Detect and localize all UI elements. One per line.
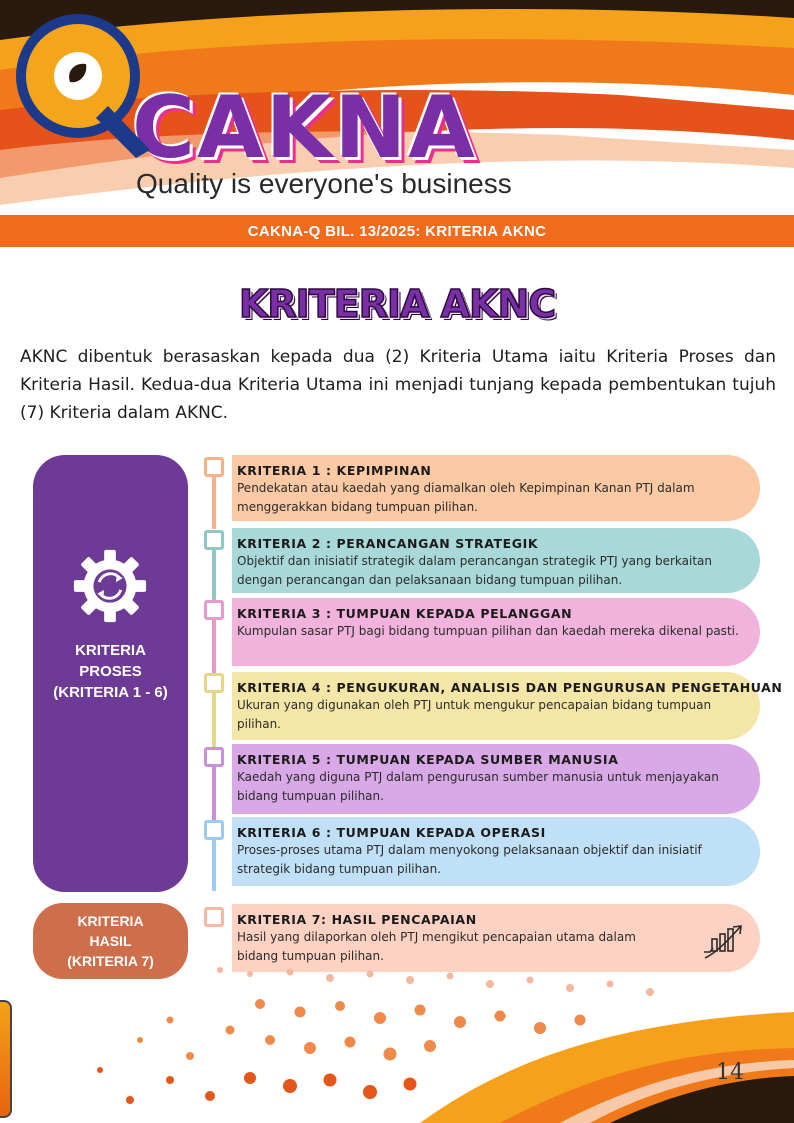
criteria-timeline [200, 455, 783, 985]
criteria-desc: Ukuran yang digunakan oleh PTJ untuk mengukur pencapaian bidang tumpuan pilihan. [237, 698, 712, 731]
criteria-title: KRITERIA 6 : TUMPUAN KEPADA OPERASI [237, 825, 546, 840]
timeline-marker-4 [204, 673, 224, 693]
hasil-label-line1: KRITERIA [77, 913, 144, 929]
criteria-card-1 [232, 455, 760, 521]
timeline-line-5 [212, 765, 216, 827]
footer-decoration [0, 960, 794, 1123]
criteria-card-6 [232, 817, 760, 886]
criteria-desc: Pendekatan atau kaedah yang diamalkan oleh Kepimpinan Kanan PTJ dalam menggerakkan bidang tumpuan pilihan. [237, 481, 695, 514]
timeline-line-4 [212, 693, 216, 751]
timeline-marker-6 [204, 820, 224, 840]
header-banner [0, 0, 794, 215]
left-edge-tab [0, 1000, 12, 1118]
timeline-marker-7 [204, 907, 224, 927]
growth-chart-icon [702, 921, 746, 961]
criteria-title: KRITERIA 5 : TUMPUAN KEPADA SUMBER MANUSIA [237, 752, 619, 767]
hasil-label-line2: HASIL [89, 933, 132, 949]
footer-swoosh-decoration [0, 960, 794, 1123]
proses-label [33, 640, 188, 703]
page-number: 14 [716, 1060, 744, 1085]
gear-cycle-icon [71, 547, 149, 625]
hasil-label-line3: (KRITERIA 7) [67, 953, 154, 969]
criteria-card-3 [232, 598, 760, 666]
proses-label-line3: (KRITERIA 1 - 6) [53, 684, 168, 701]
timeline-marker-3 [204, 600, 224, 620]
criteria-title: KRITERIA 2 : PERANCANGAN STRATEGIK [237, 536, 539, 551]
timeline-marker-1 [204, 457, 224, 477]
criteria-desc: Objektif dan inisiatif strategik dalam perancangan strategik PTJ yang berkaitan dengan perancangan dan pelaksanaan bidang tumpuan pilihan. [237, 554, 713, 587]
criteria-title: KRITERIA 1 : KEPIMPINAN [237, 463, 432, 478]
criteria-desc: Kumpulan sasar PTJ bagi bidang tumpuan pilihan dan kaedah mereka dikenal pasti. [237, 624, 739, 638]
criteria-title: KRITERIA 7: HASIL PENCAPAIAN [237, 912, 477, 927]
criteria-desc: Hasil yang dilaporkan oleh PTJ mengikut pencapaian utama dalam bidang tumpuan pilihan. [237, 930, 636, 963]
criteria-desc: Proses-proses utama PTJ dalam menyokong pelaksanaan objektif dan inisiatif strategik bidang tumpuan pilihan. [237, 843, 702, 876]
tagline: Quality is everyone's business [136, 168, 512, 199]
intro-paragraph: AKNC dibentuk berasaskan kepada dua (2) Kriteria Utama iaitu Kriteria Proses dan Kriteria Hasil. Kedua-dua Kriteria Utama ini menjadi tunjang kepada pembentukan tujuh (7) Kriteria dalam AKNC. [20, 347, 776, 423]
logo-wordmark: CAKNA [132, 78, 477, 178]
issue-bar: CAKNA-Q BIL. 13/2025: KRITERIA AKNC [0, 215, 794, 247]
timeline-line-6 [212, 839, 216, 891]
timeline-line-3 [212, 619, 216, 679]
criteria-card-4 [232, 672, 783, 740]
timeline-marker-5 [204, 747, 224, 767]
timeline-line-2 [212, 547, 216, 603]
criteria-title: KRITERIA 3 : TUMPUAN KEPADA PELANGGAN [237, 606, 573, 621]
timeline-marker-2 [204, 530, 224, 550]
proses-label-line1: KRITERIA [75, 642, 146, 659]
proses-label-line2: PROSES [79, 663, 142, 680]
criteria-title: KRITERIA 4 : PENGUKURAN, ANALISIS DAN PENGURUSAN PENGETAHUAN [237, 680, 783, 695]
timeline-line-1 [212, 473, 216, 529]
page-title: KRITERIA AKNC [238, 282, 556, 326]
logo-q-icon [0, 0, 170, 160]
criteria-card-5 [232, 744, 760, 814]
criteria-desc: Kaedah yang diguna PTJ dalam pengurusan sumber manusia untuk menjayakan bidang tumpuan pilihan. [237, 770, 719, 803]
criteria-card-2 [232, 528, 760, 593]
proses-panel [33, 455, 188, 892]
